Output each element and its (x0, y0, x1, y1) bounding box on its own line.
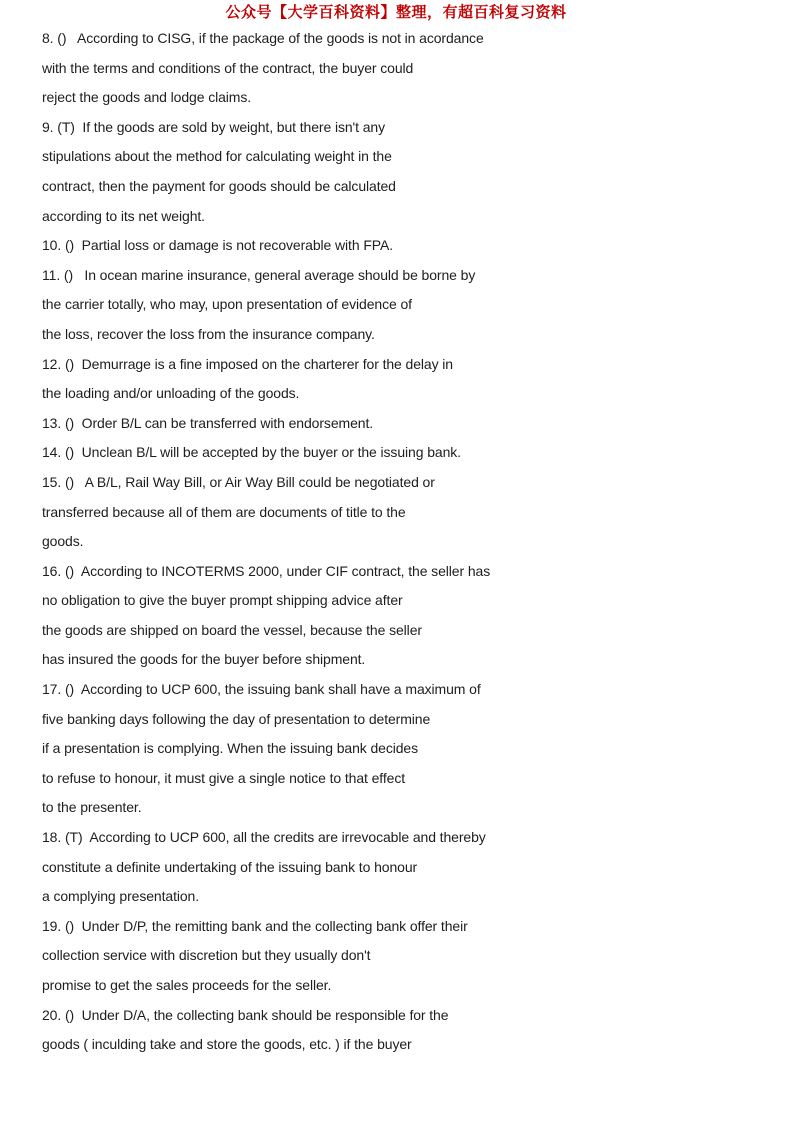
question-line: the goods are shipped on board the vessel, because the seller (42, 621, 422, 638)
question-line: stipulations about the method for calculating weight in the (42, 148, 392, 165)
question-line: 14. () Unclean B/L will be accepted by the buyer or the issuing bank. (42, 444, 461, 461)
question-line: has insured the goods for the buyer before shipment. (42, 651, 366, 668)
question-line: 17. () According to UCP 600, the issuing bank shall have a maximum of (42, 681, 481, 698)
question-line: to refuse to honour, it must give a single notice to that effect (42, 769, 406, 786)
question-line: 19. () Under D/P, the remitting bank and the collecting bank offer their (42, 917, 468, 934)
question-line: goods ( inculding take and store the goods, etc. ) if the buyer (42, 1036, 412, 1053)
question-line: 20. () Under D/A, the collecting bank should be responsible for the (42, 1006, 449, 1023)
question-line: the loss, recover the loss from the insurance company. (42, 325, 375, 342)
question-line: 11. () In ocean marine insurance, general average should be borne by (42, 266, 476, 283)
question-line: 10. () Partial loss or damage is not recoverable with FPA. (42, 237, 393, 254)
question-line: the loading and/or unloading of the goods. (42, 385, 300, 402)
question-line: collection service with discretion but they usually don't (42, 947, 371, 964)
question-line: with the terms and conditions of the contract, the buyer could (42, 59, 414, 76)
question-line: the carrier totally, who may, upon presentation of evidence of (42, 296, 412, 313)
watermark-header-text: 公众号【大学百科资料】整理，有超百科复习资料 (225, 5, 567, 21)
question-line: 13. () Order B/L can be transferred with endorsement. (42, 414, 374, 431)
question-line: reject the goods and lodge claims. (42, 89, 252, 106)
question-list (0, 24, 792, 1060)
question-line: 8. () According to CISG, if the package of the goods is not in acordance (42, 30, 484, 46)
question-line: 18. (T) According to UCP 600, all the credits are irrevocable and thereby (42, 829, 486, 846)
question-line: 9. (T) If the goods are sold by weight, but there isn't any (42, 118, 385, 135)
question-line: 12. () Demurrage is a fine imposed on the charterer for the delay in (42, 355, 453, 372)
question-line: five banking days following the day of presentation to determine (42, 710, 431, 727)
question-line: contract, then the payment for goods should be calculated (42, 177, 396, 194)
question-line: transferred because all of them are documents of title to the (42, 503, 406, 520)
question-line: 16. () According to INCOTERMS 2000, under CIF contract, the seller has (42, 562, 491, 579)
question-line: constitute a definite undertaking of the issuing bank to honour (42, 858, 418, 875)
question-line: 15. () A B/L, Rail Way Bill, or Air Way Bill could be negotiated or (42, 473, 435, 490)
question-line: a complying presentation. (42, 888, 200, 905)
question-line: goods. (42, 533, 84, 550)
question-line: promise to get the sales proceeds for the seller. (42, 977, 332, 993)
question-line: to the presenter. (42, 799, 142, 816)
question-line: no obligation to give the buyer prompt shipping advice after (42, 592, 403, 609)
question-line: according to its net weight. (42, 207, 205, 224)
question-line: if a presentation is complying. When the issuing bank decides (42, 740, 419, 757)
